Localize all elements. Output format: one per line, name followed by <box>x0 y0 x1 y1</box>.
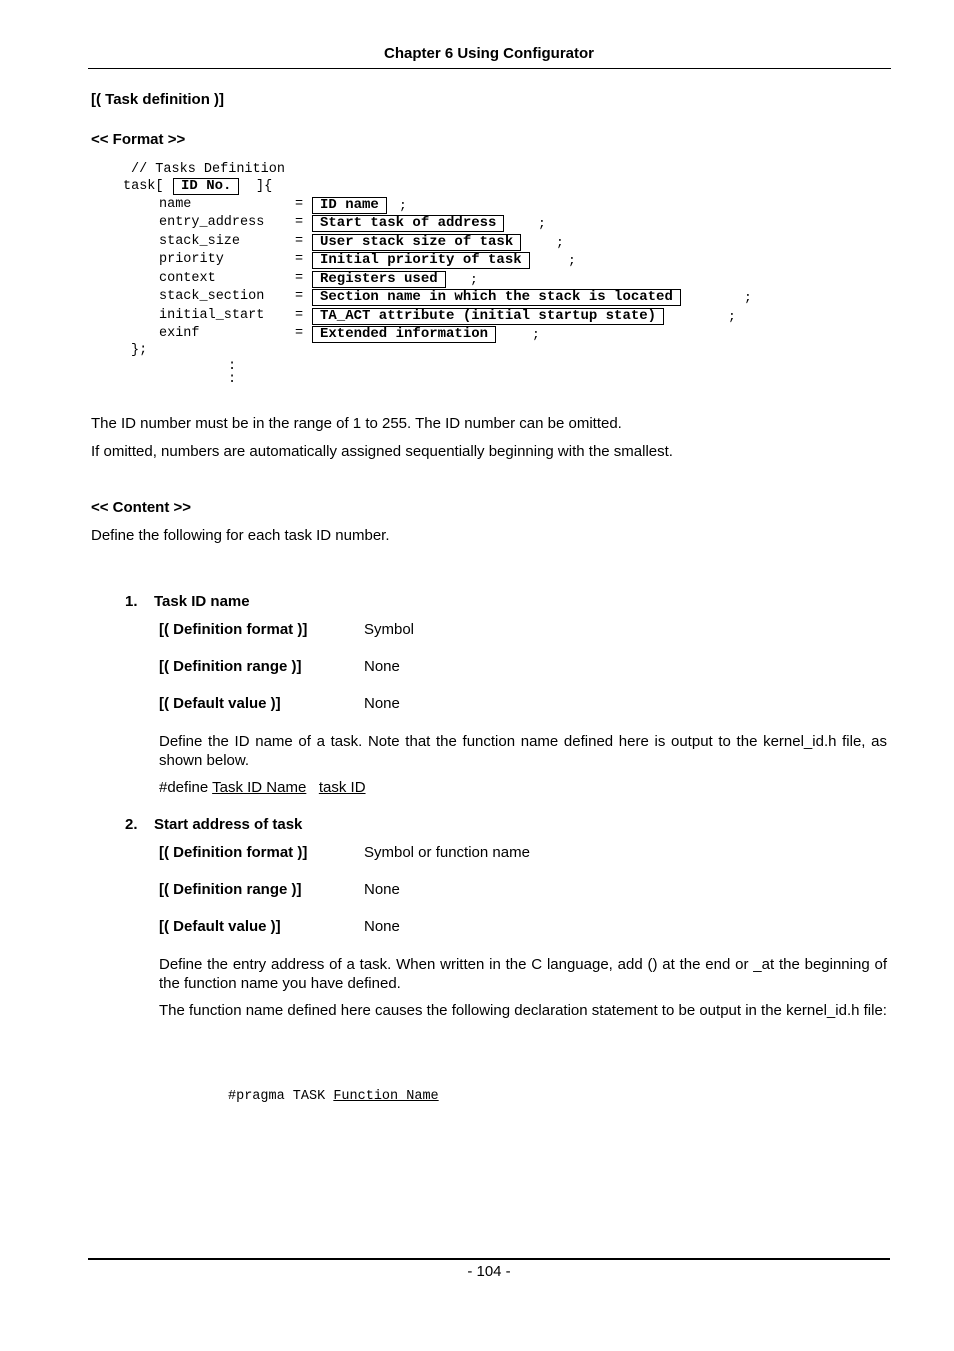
item-description: Define the ID name of a task. Note that the function name defined here is output to the kernel_id.h file, as shown below. <box>159 733 887 769</box>
code-value-box: Extended information <box>312 326 496 343</box>
define-id: task ID <box>318 779 366 796</box>
code-value-box: ID name <box>312 197 387 214</box>
code-semicolon: ; <box>399 198 407 213</box>
code-equals: = <box>295 326 304 341</box>
code-equals: = <box>295 252 304 267</box>
content-heading: << Content >> <box>91 499 192 516</box>
code-value-box: Section name in which the stack is located <box>312 289 681 306</box>
code-semicolon: ; <box>568 253 576 268</box>
default-value-value: None <box>364 695 400 712</box>
definition-range-value: None <box>364 658 400 675</box>
code-equals: = <box>295 197 304 212</box>
item-title: Start address of task <box>154 816 303 833</box>
pragma-name: Function Name <box>333 1089 439 1104</box>
code-value-box: Registers used <box>312 271 446 288</box>
code-key: stack_section <box>159 289 265 304</box>
code-value-box: TA_ACT attribute (initial startup state) <box>312 308 664 325</box>
code-semicolon: ; <box>532 327 540 342</box>
code-semicolon: ; <box>556 235 564 250</box>
footer-rule <box>88 1258 890 1260</box>
code-key: stack_size <box>159 234 241 249</box>
definition-range-label: [( Definition range )] <box>159 658 302 675</box>
define-line <box>159 778 366 797</box>
id-note-1: The ID number must be in the range of 1 to 255. The ID number can be omitted. <box>91 415 622 432</box>
define-name: Task ID Name <box>212 779 307 796</box>
content-intro: Define the following for each task ID number. <box>91 527 390 544</box>
id-note-2: If omitted, numbers are automatically assigned sequentially beginning with the smallest. <box>91 443 673 460</box>
definition-format-value: Symbol <box>364 621 415 638</box>
code-task-open: task[ <box>123 179 164 194</box>
code-equals: = <box>295 308 304 323</box>
default-value-label: [( Default value )] <box>159 695 281 712</box>
code-value-box: User stack size of task <box>312 234 521 251</box>
code-semicolon: ; <box>728 309 736 324</box>
code-closing: }; <box>131 343 148 358</box>
pragma-prefix: #pragma TASK <box>228 1089 326 1104</box>
definition-range-value: None <box>364 881 400 898</box>
page-number: - 104 - <box>467 1263 511 1280</box>
code-comment: // Tasks Definition <box>131 162 285 177</box>
code-key: priority <box>159 252 224 267</box>
format-heading: << Format >> <box>91 131 186 148</box>
item-description: Define the entry address of a task. When written in the C language, add () at the end or _at the beginning of the function name you have defined. <box>159 956 887 992</box>
page-header: Chapter 6 Using Configurator <box>383 45 594 62</box>
code-semicolon: ; <box>538 216 546 231</box>
item-title: Task ID name <box>154 593 250 610</box>
code-ellipsis: : <box>228 372 237 387</box>
definition-format-label: [( Definition format )] <box>159 844 308 861</box>
code-equals: = <box>295 234 304 249</box>
code-key: context <box>159 271 216 286</box>
code-equals: = <box>295 271 304 286</box>
section-title: [( Task definition )] <box>91 91 225 108</box>
code-task-close: ]{ <box>256 179 273 194</box>
code-key: name <box>159 197 192 212</box>
definition-format-label: [( Definition format )] <box>159 621 308 638</box>
definition-range-label: [( Definition range )] <box>159 881 302 898</box>
definition-format-value: Symbol or function name <box>364 844 530 861</box>
code-equals: = <box>295 289 304 304</box>
code-value-box: Start task of address <box>312 215 504 232</box>
code-id-no-box: ID No. <box>173 178 239 195</box>
header-rule <box>88 68 891 69</box>
code-key: initial_start <box>159 308 265 323</box>
pragma-line <box>228 1088 439 1106</box>
item-number: 1. <box>125 593 138 610</box>
define-prefix: #define <box>159 779 209 796</box>
code-equals: = <box>295 215 304 230</box>
code-ellipsis: : <box>228 359 237 374</box>
code-value-box: Initial priority of task <box>312 252 530 269</box>
item-description-2: The function name defined here causes the following declaration statement to be output in the kernel_id.h file: <box>159 1002 887 1019</box>
code-semicolon: ; <box>744 290 752 305</box>
code-key: entry_address <box>159 215 265 230</box>
item-number: 2. <box>125 816 138 833</box>
default-value-value: None <box>364 918 400 935</box>
code-key: exinf <box>159 326 200 341</box>
default-value-label: [( Default value )] <box>159 918 281 935</box>
code-semicolon: ; <box>470 272 478 287</box>
